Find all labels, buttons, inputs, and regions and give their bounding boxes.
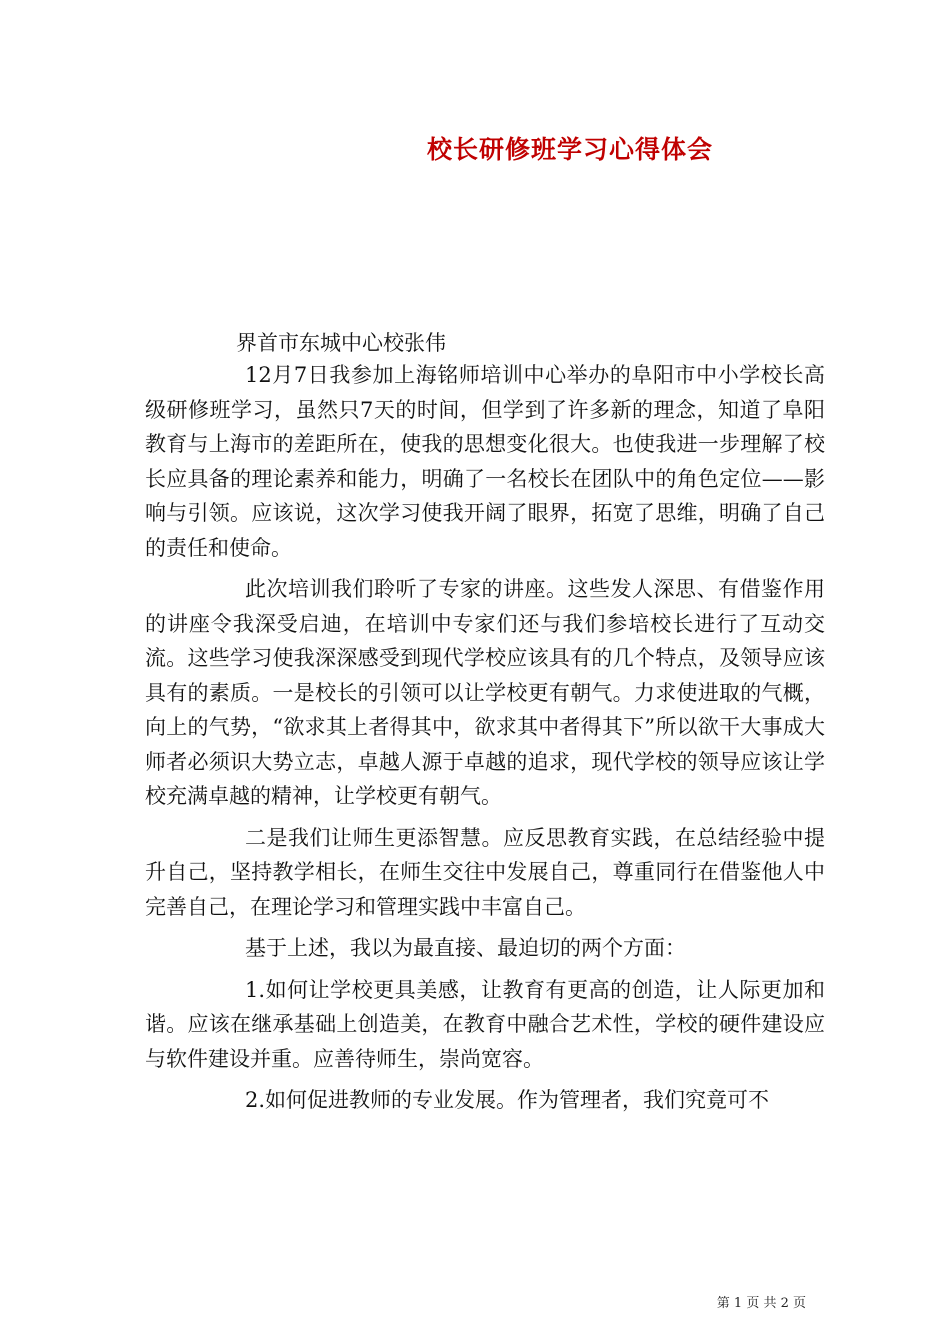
page-number-footer: 第 1 页 共 2 页	[716, 1296, 806, 1311]
paragraph-4: 基于上述，我以为最直接、最迫切的两个方面：	[245, 936, 686, 960]
document-body	[145, 358, 825, 1118]
author-line: 界首市东城中心校张伟	[236, 331, 446, 355]
document-title: 校长研修班学习心得体会	[426, 135, 713, 164]
paragraph-1: 12月7日我参加上海铭师培训中心举办的阜阳市中小学校长高级研修班学习，虽然只7天的时间，但学到了许多新的理念，知道了阜阳教育与上海市的差距所在，使我的思想变化很大。也使我进一步理解了校长应具备的理论素养和能力，明确了一名校长在团队中的角色定位——影响与引领。应该说，这次学习使我开阔了眼界，拓宽了思维，明确了自己的责任和使命。	[145, 363, 825, 560]
paragraph-3: 二是我们让师生更添智慧。应反思教育实践，在总结经验中提升自己，坚持教学相长，在师生交往中发展自己，尊重同行在借鉴他人中完善自己，在理论学习和管理实践中丰富自己。	[145, 825, 825, 919]
paragraph-5: 1.如何让学校更具美感，让教育有更高的创造，让人际更加和谐。应该在继承基础上创造美，在教育中融合艺术性，学校的硬件建设应与软件建设并重。应善待师生，崇尚宽容。	[145, 977, 825, 1071]
paragraph-2: 此次培训我们聆听了专家的讲座。这些发人深思、有借鉴作用的讲座令我深受启迪，在培训中专家们还与我们参培校长进行了互动交流。这些学习使我深深感受到现代学校应该具有的几个特点，及领导应该具有的素质。一是校长的引领可以让学校更有朝气。力求使进取的气概，向上的气势，“欲求其上者得其中，欲求其中者得其下”所以欲干大事成大师者必须识大势立志，卓越人源于卓越的追求，现代学校的领导应该让学校充满卓越的精神，让学校更有朝气。	[145, 577, 825, 808]
paragraph-6: 2.如何促进教师的专业发展。作为管理者，我们究竟可不	[245, 1088, 770, 1112]
